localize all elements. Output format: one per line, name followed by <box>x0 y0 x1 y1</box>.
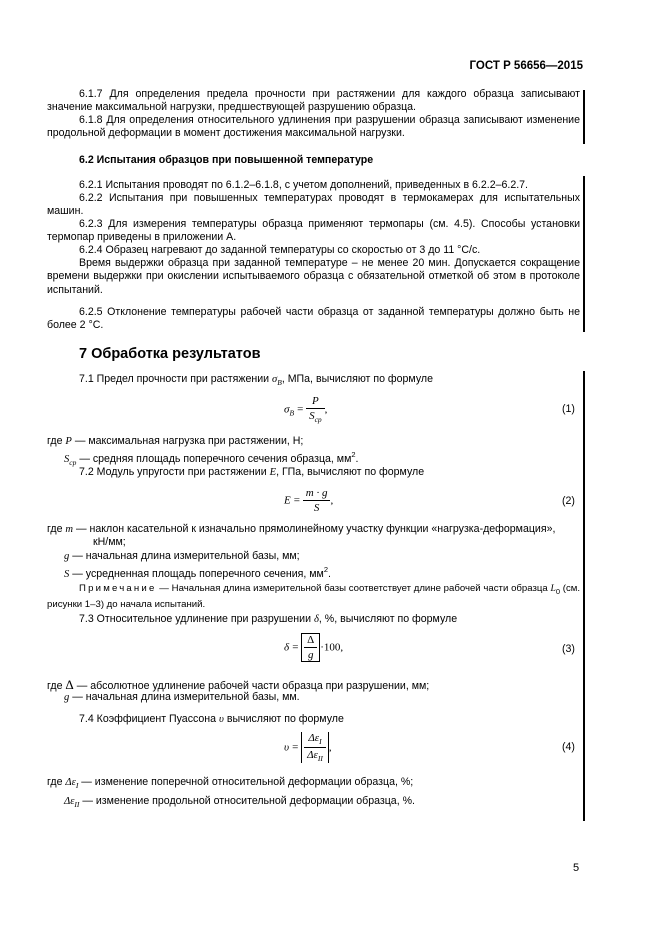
paragraph-6-2-5: 6.2.5 Отклонение температуры рабочей части образца от заданной температуры должно быть не более 2 °С. <box>47 306 580 332</box>
text: где <box>47 776 66 788</box>
text: где <box>47 523 66 535</box>
paragraph-6-1-8: 6.1.8 Для определения относительного удлинения при разрушении образца записывают изменение продольной деформации в момент достижения максимальной нагрузки. <box>47 114 580 140</box>
denominator-sub: ср <box>314 415 322 424</box>
paragraph-7-3 <box>79 613 579 626</box>
denominator-sub: II <box>317 754 323 763</box>
text: — изменение продольной относительной деформации образца, %. <box>79 795 415 807</box>
superscript: 2 <box>351 450 356 459</box>
symbol-sub: I <box>75 781 79 790</box>
change-bar <box>583 371 585 821</box>
text: вычисляют по формуле <box>223 713 344 725</box>
text: . <box>327 568 331 580</box>
paragraph-6-2-3: 6.2.3 Для измерения температуры образца применяют термопары (см. 4.5). Способы установки термопар приведены в приложении А. <box>47 218 580 244</box>
symbol-sub: 0 <box>555 587 560 596</box>
note <box>47 582 580 611</box>
multiplier: ·100 <box>320 641 341 654</box>
symbol: E <box>269 467 277 478</box>
absolute-value <box>301 732 329 763</box>
text: (см. рисунки 1–3) до начала испытаний. <box>47 583 580 610</box>
paragraph-6-2-1: 6.2.1 Испытания проводят по 6.1.2–6.1.8, с учетом дополнений, приведенных в 6.2.2–6.2.7. <box>79 179 528 191</box>
text: 7.4 Коэффициент Пуассона <box>79 713 219 725</box>
symbol-sub: II <box>74 800 80 809</box>
page-number: 5 <box>573 862 580 874</box>
paragraph-7-1 <box>79 373 579 389</box>
symbol: g <box>64 692 70 703</box>
text: — максимальная нагрузка при растяжении, Н; <box>71 435 304 447</box>
where-4-line-1 <box>47 776 580 792</box>
denominator: S <box>309 410 315 422</box>
symbol: Δ <box>65 677 74 692</box>
standard-header: ГОСТ Р 56656—2015 <box>469 60 583 72</box>
formula-sub: B <box>289 408 295 418</box>
text: — начальная длина измерительной базы, мм; <box>69 550 300 562</box>
punct: , <box>324 403 328 416</box>
formula-symbol: υ <box>284 741 290 754</box>
text: 7.3 Относительное удлинение при разрушении <box>79 613 314 625</box>
symbol: S <box>64 569 70 580</box>
symbol: S <box>64 454 70 465</box>
symbol: P <box>65 436 72 447</box>
where-2-line-1b: кН/мм; <box>93 536 126 548</box>
text: — усредненная площадь поперечного сечения, мм <box>69 568 324 580</box>
text: 7.2 Модуль упругости при растяжении <box>79 466 270 478</box>
text: — средняя площадь поперечного сечения образца, мм <box>76 453 352 465</box>
symbol: m <box>65 524 74 535</box>
symbol: Δε <box>65 777 76 788</box>
fraction <box>303 487 334 514</box>
text: — Начальная длина измерительной базы соответствует длине рабочей части образца <box>156 583 548 594</box>
symbol-sub: B <box>277 378 282 387</box>
symbol: L <box>550 583 556 594</box>
text: — начальная длина измерительной базы, мм. <box>69 691 300 703</box>
where-3-line-2 <box>64 691 580 704</box>
equation-number-4: (4) <box>562 741 575 753</box>
symbol: δ <box>313 614 319 625</box>
where-1-line-1 <box>47 435 580 448</box>
formula-3: δ = $\frac{\Delta}{g}$ ·100, <box>284 634 344 661</box>
section-heading-7: 7 Обработка результатов <box>79 346 261 362</box>
text: . <box>355 453 359 465</box>
paragraph-6-1-7: 6.1.7 Для определения предела прочности при растяжении для каждого образца записывают значение максимальной нагрузки, предшествующей разрушению образца. <box>47 88 580 114</box>
paragraph-6-2-2: 6.2.2 Испытания при повышенных температурах проводят в термокамерах для испытательных машин. <box>47 192 580 218</box>
formula-symbol: δ <box>284 641 290 654</box>
text: где <box>47 680 66 692</box>
change-bar <box>583 176 585 332</box>
symbol: υ <box>219 714 224 725</box>
note-label: Примечание <box>79 583 157 594</box>
numerator: P <box>306 395 325 409</box>
text: 7.1 Предел прочности при растяжении <box>79 373 273 385</box>
where-2-line-2 <box>64 550 580 563</box>
text: , МПа, вычисляют по формуле <box>281 373 433 385</box>
fraction <box>304 634 317 661</box>
symbol: g <box>64 551 70 562</box>
fraction <box>304 732 326 763</box>
numerator: m · g <box>303 487 331 501</box>
formula-2: E = $\frac{m \cdot g}{S}$ , <box>284 487 334 514</box>
denominator: g <box>307 649 314 661</box>
section-heading-6-2: 6.2 Испытания образцов при повышенной температуре <box>79 154 374 166</box>
punct: , <box>328 741 332 754</box>
text: — абсолютное удлинение рабочей части образца при разрушении, мм; <box>73 680 430 692</box>
fraction <box>306 395 325 424</box>
symbol-sub: ср <box>69 458 77 467</box>
numerator-sub: I <box>319 737 322 746</box>
text: , ГПа, вычисляют по формуле <box>276 466 425 478</box>
denominator: S <box>313 502 320 514</box>
numerator: Δε <box>308 732 320 744</box>
paragraph-7-4 <box>79 713 579 726</box>
where-2-line-1 <box>47 523 580 536</box>
paragraph-6-2-4: 6.2.4 Образец нагревают до заданной температуры со скоростью от 3 до 11 °С/с. <box>79 244 481 256</box>
text: где <box>47 435 66 447</box>
paragraph-6-2-4-hold: Время выдержки образца при заданной температуре – не менее 20 мин. Допускается сокращение времени выдержки при окислении испытываемого образца с обязательной отметкой об этом в протоколе испытаний. <box>47 257 580 296</box>
bracket <box>301 633 320 662</box>
formula-symbol: σ <box>284 403 290 416</box>
numerator: Δ <box>304 634 317 648</box>
superscript: 2 <box>323 565 328 574</box>
denominator: Δε <box>307 749 318 761</box>
equation-number-2: (2) <box>562 495 575 507</box>
punct: , <box>330 494 334 507</box>
symbol: σ <box>272 374 278 385</box>
change-bar <box>583 90 585 144</box>
text: — наклон касательной к изначально прямолинейному участку функции «нагрузка-деформация», <box>73 523 556 535</box>
where-2-line-3 <box>64 563 580 581</box>
symbol: Δε <box>64 796 75 807</box>
equation-number-3: (3) <box>562 643 575 655</box>
text: , %, вычисляют по формуле <box>318 613 458 625</box>
formula-1: $\sigma_B$ = $\frac{P}{S_{ср}}$ , <box>284 395 328 424</box>
text: — изменение поперечной относительной деформации образца, %; <box>78 776 414 788</box>
equation-number-1: (1) <box>562 403 575 415</box>
punct: , <box>340 641 344 654</box>
paragraph-7-2 <box>79 466 579 479</box>
formula-4: υ = $\frac{\Delta\varepsilon_I}{\Delta\varepsilon_{II}}$ , <box>284 732 332 763</box>
where-4-line-2 <box>64 795 580 811</box>
formula-symbol: E <box>284 494 291 507</box>
